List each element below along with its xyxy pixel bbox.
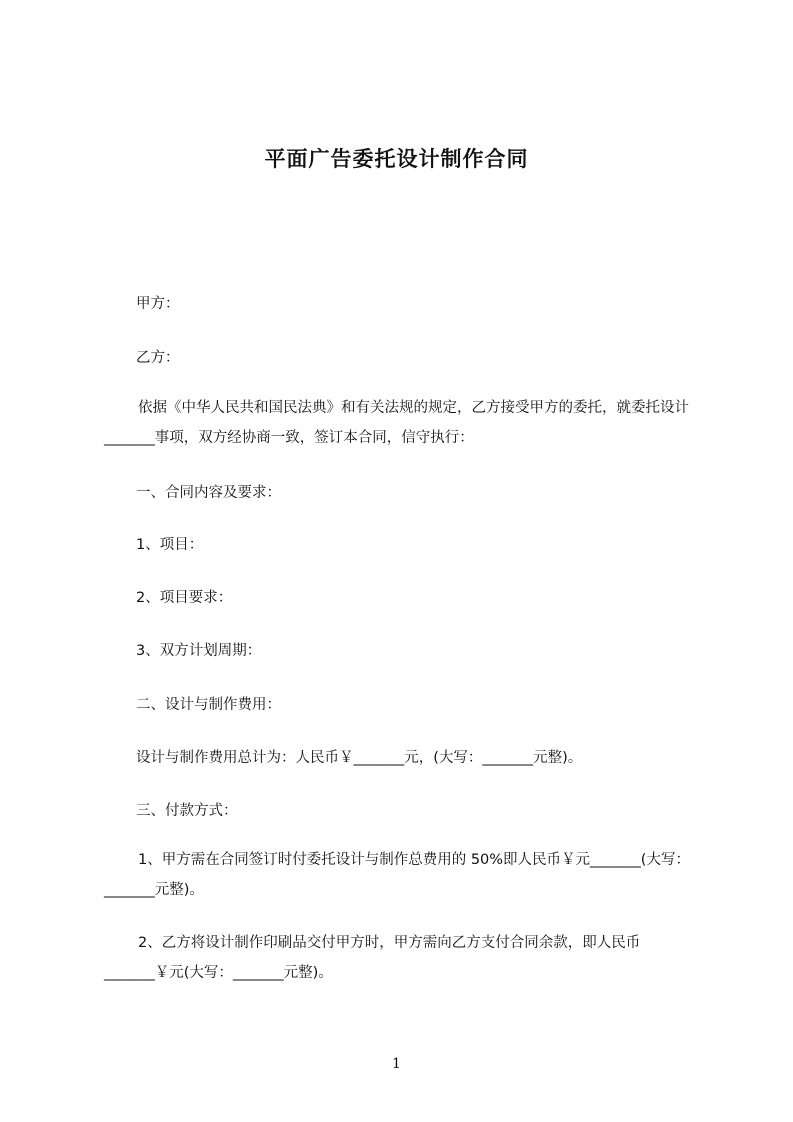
section1-item-project: 1、项目： [136, 537, 204, 553]
section1-item-schedule: 3、双方计划周期： [136, 643, 262, 659]
intro-paragraph: 依据《中华人民共和国民法典》和有关法规的规定，乙方接受甲方的委托，就委托设计_______事项，双方经协商一致，签订本合同，信守执行： [104, 400, 689, 446]
section2-heading: 二、设计与制作费用： [136, 697, 281, 713]
document-title: 平面广告委托设计制作合同 [264, 147, 529, 171]
section1-item-requirements: 2、项目要求： [136, 590, 233, 606]
section1-heading: 一、合同内容及要求： [136, 485, 281, 501]
party-a-label: 甲方： [136, 296, 180, 312]
section3-payment-1: 1、甲方需在合同签订时付委托设计与制作总费用的 50%即人民币￥元_______(大写：_______元整)。 [104, 852, 690, 898]
section3-payment-2: 2、乙方将设计制作印刷品交付甲方时，甲方需向乙方支付合同余款，即人民币_______￥元(大写：_______元整)。 [104, 935, 641, 981]
party-b-label: 乙方： [136, 350, 180, 366]
section2-total-fee: 设计与制作费用总计为：人民币￥_______元，(大写：_______元整)。 [136, 750, 583, 766]
page-number: 1 [392, 1056, 401, 1072]
section3-heading: 三、付款方式： [136, 803, 238, 819]
